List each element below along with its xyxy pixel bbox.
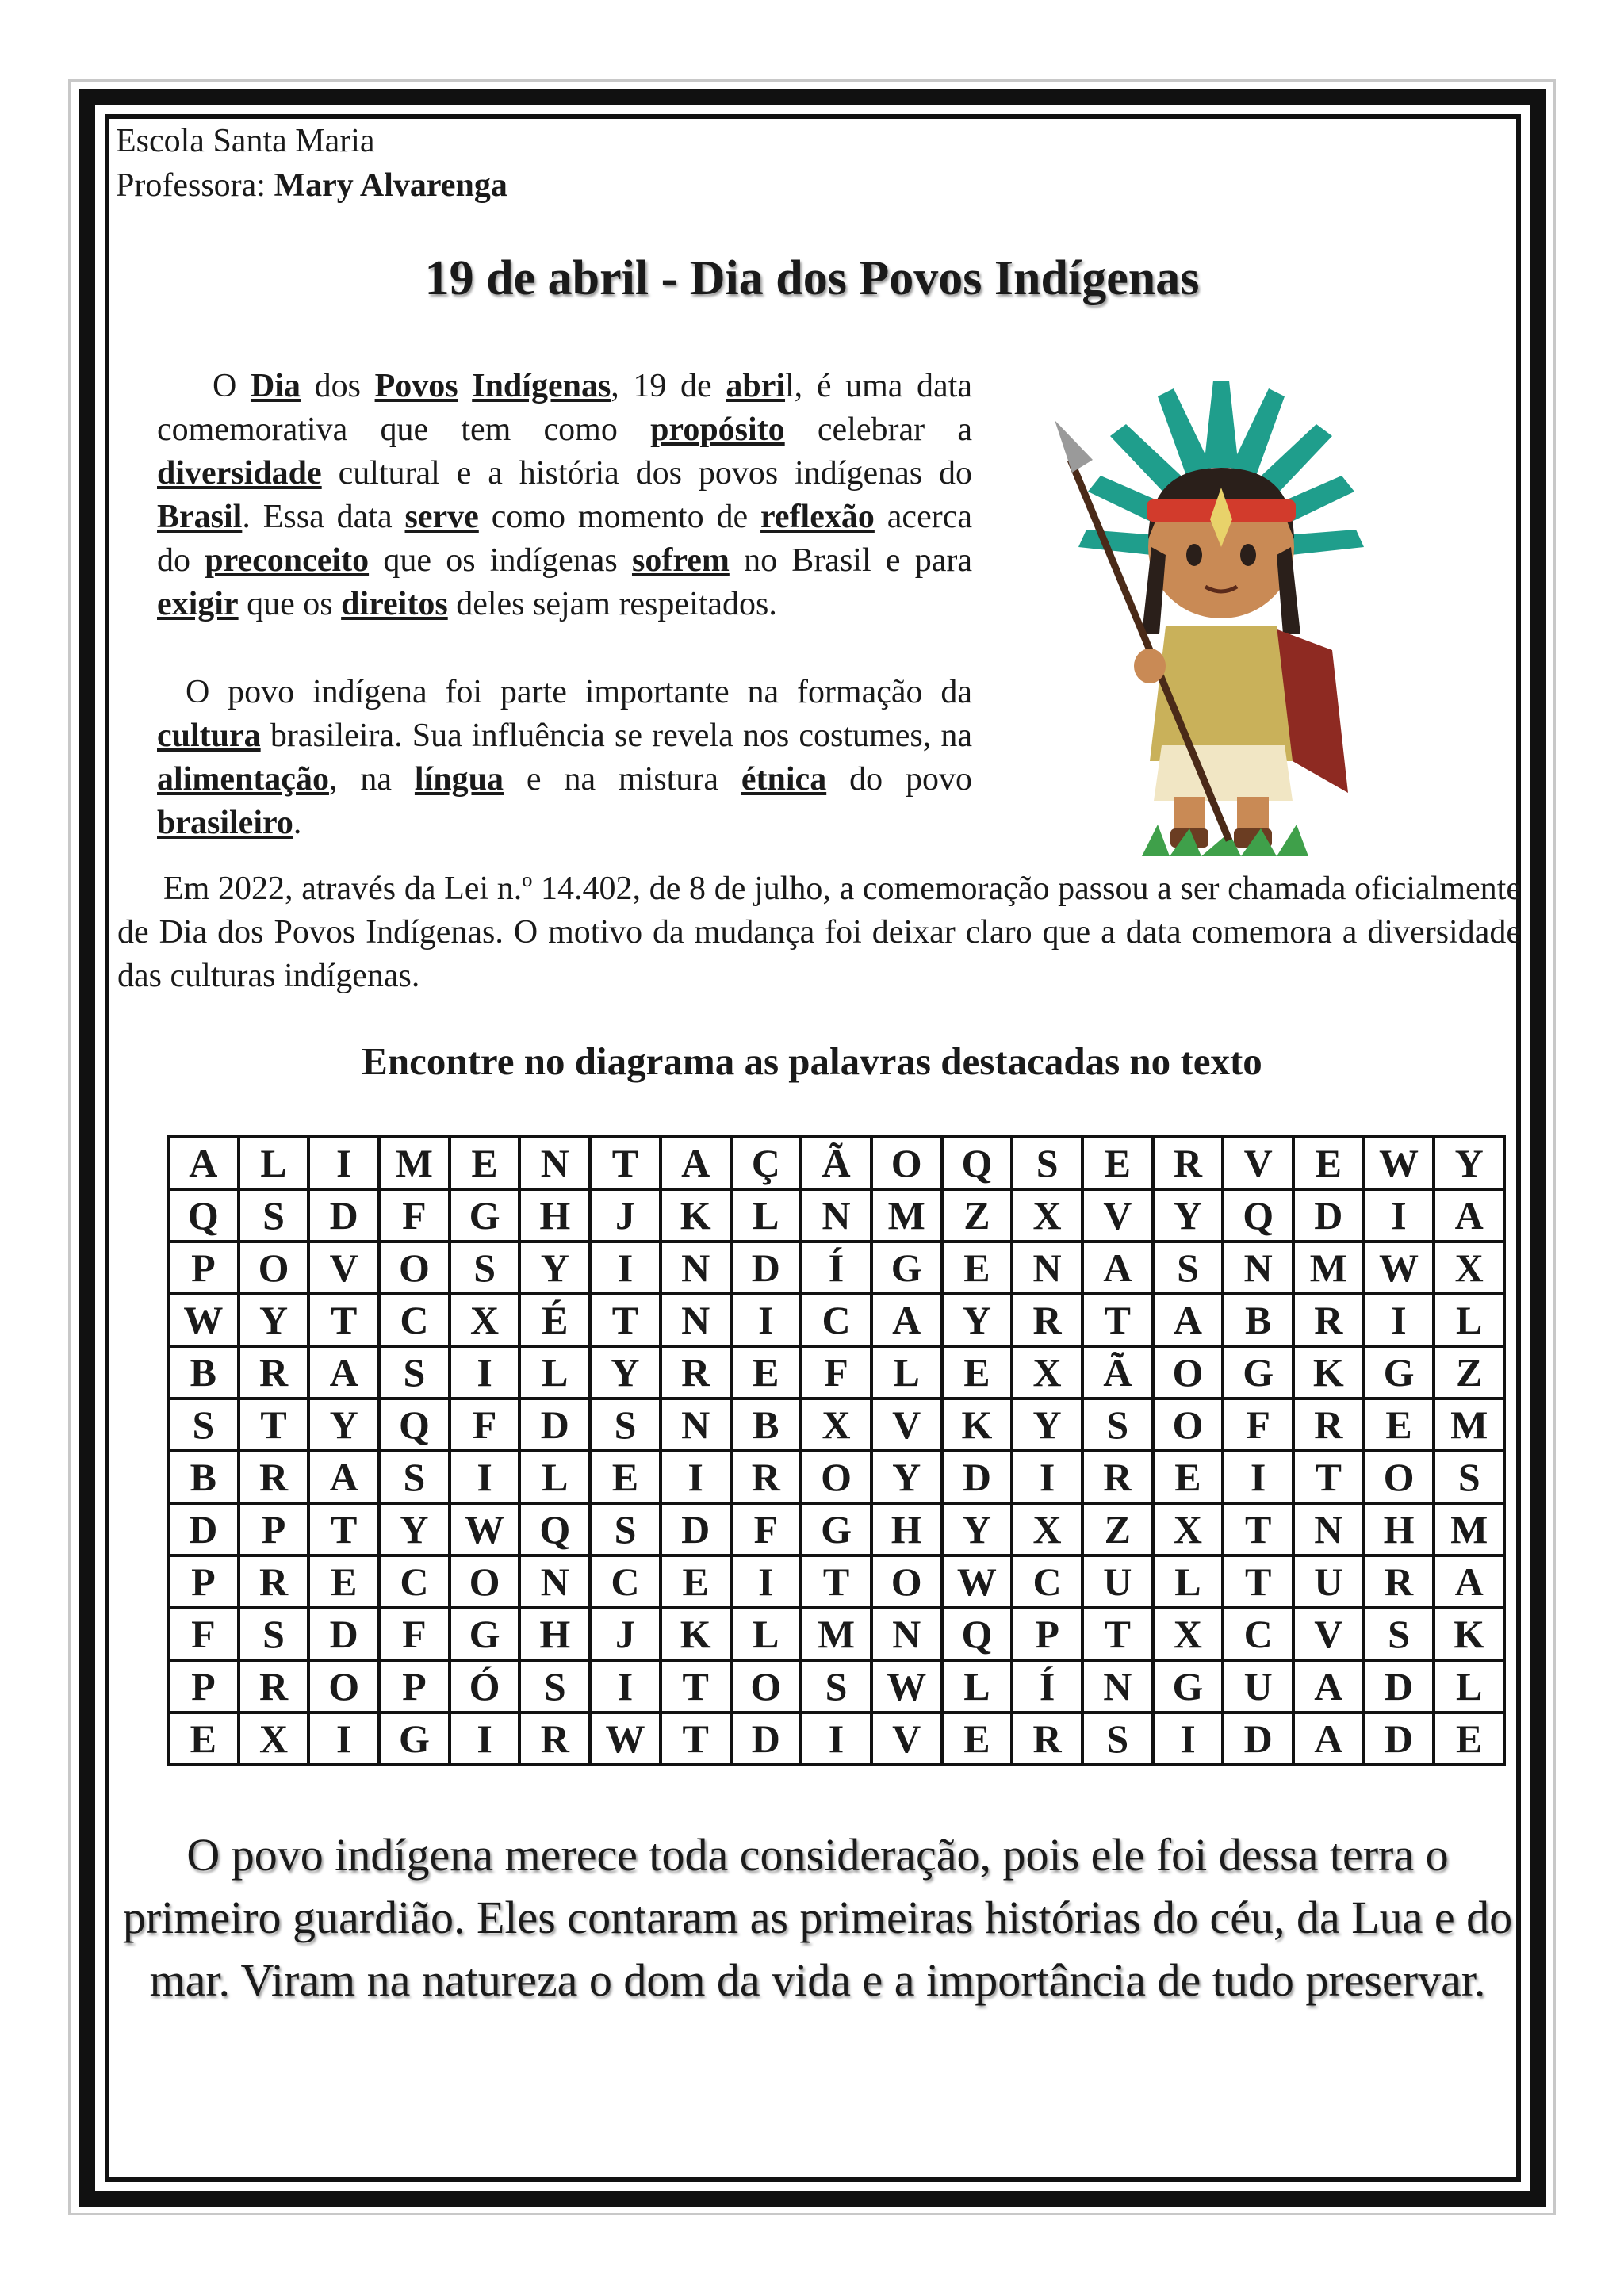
grid-row <box>168 1399 1504 1451</box>
grid-letter[interactable]: J <box>590 1189 661 1242</box>
grid-letter[interactable]: Ó <box>450 1660 520 1712</box>
grid-letter[interactable]: A <box>1293 1660 1364 1712</box>
grid-letter[interactable]: D <box>1293 1189 1364 1242</box>
grid-letter[interactable]: U <box>1082 1556 1153 1608</box>
grid-letter[interactable]: P <box>168 1660 239 1712</box>
grid-letter[interactable]: R <box>239 1660 309 1712</box>
grid-letter[interactable]: M <box>379 1137 450 1189</box>
grid-letter[interactable]: E <box>942 1712 1013 1765</box>
grid-letter[interactable]: Y <box>519 1242 590 1294</box>
grid-letter[interactable]: R <box>1012 1712 1082 1765</box>
text-segment: dos <box>300 368 375 404</box>
grid-letter[interactable]: S <box>168 1399 239 1451</box>
grid-letter[interactable]: L <box>519 1451 590 1503</box>
grid-letter[interactable]: Y <box>1012 1399 1082 1451</box>
text-segment: que os indígenas <box>369 542 632 579</box>
grid-letter[interactable]: E <box>450 1137 520 1189</box>
grid-letter[interactable]: V <box>871 1712 942 1765</box>
grid-letter[interactable]: R <box>519 1712 590 1765</box>
grid-letter[interactable]: T <box>239 1399 309 1451</box>
grid-letter[interactable]: Z <box>1434 1346 1504 1399</box>
grid-row <box>168 1660 1504 1712</box>
grid-letter[interactable]: Ã <box>801 1137 871 1189</box>
highlighted-word: diversidade <box>157 455 322 492</box>
grid-letter[interactable]: I <box>731 1556 802 1608</box>
grid-letter[interactable]: I <box>308 1712 379 1765</box>
grid-letter[interactable]: S <box>1012 1137 1082 1189</box>
word-search-grid <box>167 1135 1506 1766</box>
grid-letter[interactable]: H <box>1364 1503 1434 1556</box>
text-segment: brasileira. Sua influência se revela nos costumes, na <box>260 718 972 754</box>
grid-letter[interactable]: Y <box>379 1503 450 1556</box>
grid-letter[interactable]: E <box>942 1242 1013 1294</box>
grid-row <box>168 1294 1504 1346</box>
grid-letter[interactable]: O <box>871 1556 942 1608</box>
grid-letter[interactable]: G <box>801 1503 871 1556</box>
grid-letter[interactable]: Z <box>942 1189 1013 1242</box>
grid-letter[interactable]: S <box>1082 1712 1153 1765</box>
grid-letter[interactable]: E <box>1082 1137 1153 1189</box>
grid-letter[interactable]: X <box>239 1712 309 1765</box>
school-name: Escola Santa Maria <box>116 123 375 159</box>
grid-letter[interactable]: D <box>942 1451 1013 1503</box>
highlighted-word: Indígenas <box>472 368 611 404</box>
grid-letter[interactable]: U <box>1293 1556 1364 1608</box>
grid-letter[interactable]: F <box>379 1608 450 1660</box>
grid-letter[interactable]: S <box>801 1660 871 1712</box>
text-segment: , na <box>328 761 415 798</box>
grid-letter[interactable]: K <box>942 1399 1013 1451</box>
grid-letter[interactable]: V <box>1082 1189 1153 1242</box>
text-segment: acerca do <box>157 499 972 579</box>
grid-letter[interactable]: T <box>661 1712 731 1765</box>
grid-letter[interactable]: E <box>308 1556 379 1608</box>
text-segment: do povo <box>826 761 973 798</box>
grid-letter[interactable]: V <box>1223 1137 1293 1189</box>
text-segment <box>458 368 473 404</box>
grid-letter[interactable]: F <box>801 1346 871 1399</box>
grid-letter[interactable]: N <box>661 1294 731 1346</box>
grid-letter[interactable]: A <box>1434 1189 1504 1242</box>
text-segment: . Essa data <box>242 499 405 535</box>
highlighted-word: reflexão <box>760 499 875 535</box>
grid-letter[interactable]: R <box>1293 1399 1364 1451</box>
grid-letter[interactable]: N <box>519 1137 590 1189</box>
grid-letter[interactable]: O <box>1364 1451 1434 1503</box>
grid-letter[interactable]: R <box>731 1451 802 1503</box>
grid-letter[interactable]: L <box>519 1346 590 1399</box>
text-segment: l, é uma data comemorativa que tem como <box>157 368 972 448</box>
grid-letter[interactable]: D <box>308 1189 379 1242</box>
grid-letter[interactable]: H <box>871 1503 942 1556</box>
grid-letter[interactable]: A <box>661 1137 731 1189</box>
grid-letter[interactable]: Y <box>239 1294 309 1346</box>
grid-letter[interactable]: F <box>379 1189 450 1242</box>
grid-letter[interactable]: O <box>379 1242 450 1294</box>
grid-letter[interactable]: L <box>1434 1294 1504 1346</box>
grid-letter[interactable]: Q <box>519 1503 590 1556</box>
grid-letter[interactable]: B <box>168 1346 239 1399</box>
grid-letter[interactable]: K <box>661 1608 731 1660</box>
highlighted-word: brasileiro <box>157 805 293 841</box>
grid-row <box>168 1503 1504 1556</box>
grid-letter[interactable]: S <box>590 1399 661 1451</box>
grid-letter[interactable]: I <box>1364 1294 1434 1346</box>
grid-letter[interactable]: A <box>1434 1556 1504 1608</box>
grid-letter[interactable]: N <box>801 1189 871 1242</box>
grid-letter[interactable]: R <box>239 1451 309 1503</box>
grid-letter[interactable]: T <box>1082 1608 1153 1660</box>
grid-letter[interactable]: W <box>1364 1137 1434 1189</box>
grid-letter[interactable]: O <box>731 1660 802 1712</box>
grid-letter[interactable]: X <box>1434 1242 1504 1294</box>
grid-letter[interactable]: N <box>519 1556 590 1608</box>
grid-letter[interactable]: S <box>1364 1608 1434 1660</box>
grid-letter[interactable]: X <box>1012 1346 1082 1399</box>
highlighted-word: sofrem <box>631 542 730 579</box>
text-segment: cultural e a história dos povos indígenas do <box>321 455 972 492</box>
grid-letter[interactable]: E <box>661 1556 731 1608</box>
grid-letter[interactable]: T <box>801 1556 871 1608</box>
grid-letter[interactable]: E <box>168 1712 239 1765</box>
grid-letter[interactable]: P <box>1012 1608 1082 1660</box>
grid-letter[interactable]: Y <box>1434 1137 1504 1189</box>
grid-letter[interactable]: N <box>1293 1503 1364 1556</box>
grid-row <box>168 1242 1504 1294</box>
indigenous-child-illustration <box>1031 349 1411 872</box>
grid-letter[interactable]: R <box>1012 1294 1082 1346</box>
grid-letter[interactable]: O <box>1153 1399 1224 1451</box>
highlighted-word: cultura <box>157 718 261 754</box>
grid-letter[interactable]: S <box>1153 1242 1224 1294</box>
grid-letter[interactable]: E <box>1293 1137 1364 1189</box>
grid-letter[interactable]: I <box>731 1294 802 1346</box>
grid-letter[interactable]: D <box>731 1242 802 1294</box>
grid-letter[interactable]: Q <box>379 1399 450 1451</box>
teacher-name: Mary Alvarenga <box>274 167 508 204</box>
grid-letter[interactable]: T <box>308 1294 379 1346</box>
text-segment: . <box>293 805 302 841</box>
grid-letter[interactable]: Q <box>1223 1189 1293 1242</box>
grid-letter[interactable]: O <box>308 1660 379 1712</box>
grid-letter[interactable]: B <box>1223 1294 1293 1346</box>
grid-letter[interactable]: C <box>590 1556 661 1608</box>
grid-letter[interactable]: S <box>239 1189 309 1242</box>
grid-letter[interactable]: O <box>239 1242 309 1294</box>
text-segment: celebrar a <box>784 411 972 448</box>
grid-letter[interactable]: X <box>1153 1608 1224 1660</box>
grid-letter[interactable]: T <box>590 1294 661 1346</box>
grid-letter[interactable]: B <box>168 1451 239 1503</box>
grid-letter[interactable]: P <box>379 1660 450 1712</box>
grid-letter[interactable]: T <box>1223 1503 1293 1556</box>
grid-letter[interactable]: L <box>1153 1556 1224 1608</box>
grid-letter[interactable]: H <box>519 1189 590 1242</box>
grid-letter[interactable]: M <box>1434 1399 1504 1451</box>
highlighted-word: propósito <box>650 411 785 448</box>
grid-letter[interactable]: T <box>1223 1556 1293 1608</box>
grid-letter[interactable]: R <box>1364 1556 1434 1608</box>
grid-letter[interactable]: Z <box>1082 1503 1153 1556</box>
grid-letter[interactable]: P <box>168 1242 239 1294</box>
grid-letter[interactable]: N <box>1082 1660 1153 1712</box>
grid-letter[interactable]: R <box>661 1346 731 1399</box>
grid-letter[interactable]: N <box>661 1399 731 1451</box>
grid-letter[interactable]: A <box>308 1451 379 1503</box>
grid-letter[interactable]: A <box>1153 1294 1224 1346</box>
text-segment: O povo indígena foi parte importante na formação da <box>186 674 972 710</box>
page-title: 19 de abril - Dia dos Povos Indígenas <box>424 251 1200 305</box>
grid-letter[interactable]: Y <box>308 1399 379 1451</box>
highlighted-word: étnica <box>741 761 827 798</box>
grid-letter[interactable]: A <box>1082 1242 1153 1294</box>
grid-letter[interactable]: W <box>450 1503 520 1556</box>
grid-letter[interactable]: I <box>450 1346 520 1399</box>
text-segment: que os <box>238 586 342 622</box>
grid-row <box>168 1451 1504 1503</box>
grid-letter[interactable]: W <box>1364 1242 1434 1294</box>
grid-letter[interactable]: W <box>942 1556 1013 1608</box>
grid-letter[interactable]: R <box>1293 1294 1364 1346</box>
header <box>116 119 508 208</box>
highlighted-word: preconceito <box>205 542 370 579</box>
grid-letter[interactable]: L <box>871 1346 942 1399</box>
grid-letter[interactable]: S <box>450 1242 520 1294</box>
grid-letter[interactable]: R <box>1153 1137 1224 1189</box>
grid-letter[interactable]: L <box>1434 1660 1504 1712</box>
grid-letter[interactable]: G <box>1223 1346 1293 1399</box>
grid-letter[interactable]: S <box>590 1503 661 1556</box>
grid-letter[interactable]: G <box>450 1608 520 1660</box>
grid-letter[interactable]: I <box>590 1660 661 1712</box>
grid-letter[interactable]: C <box>801 1294 871 1346</box>
grid-letter[interactable]: I <box>450 1451 520 1503</box>
grid-letter[interactable]: F <box>168 1608 239 1660</box>
grid-letter[interactable]: E <box>1364 1399 1434 1451</box>
grid-letter[interactable]: I <box>1364 1189 1434 1242</box>
highlighted-word: alimentação <box>157 761 329 798</box>
grid-letter[interactable]: I <box>590 1242 661 1294</box>
grid-letter[interactable]: S <box>1082 1399 1153 1451</box>
grid-letter[interactable]: I <box>308 1137 379 1189</box>
grid-letter[interactable]: C <box>1012 1556 1082 1608</box>
grid-letter[interactable]: S <box>1434 1451 1504 1503</box>
grid-letter[interactable]: O <box>801 1451 871 1503</box>
highlighted-word: Dia <box>250 368 301 404</box>
highlighted-word: língua <box>414 761 504 798</box>
grid-row <box>168 1137 1504 1189</box>
grid-letter[interactable]: O <box>450 1556 520 1608</box>
word-search-instruction: Encontre no diagrama as palavras destacadas no texto <box>362 1039 1262 1083</box>
grid-letter[interactable]: Ã <box>1082 1346 1153 1399</box>
grid-letter[interactable]: I <box>801 1712 871 1765</box>
grid-letter[interactable]: V <box>308 1242 379 1294</box>
grid-letter[interactable]: W <box>168 1294 239 1346</box>
grid-letter[interactable]: D <box>1364 1712 1434 1765</box>
grid-letter[interactable]: K <box>1293 1346 1364 1399</box>
grid-letter[interactable]: D <box>1364 1660 1434 1712</box>
text-segment: e na mistura <box>503 761 741 798</box>
grid-letter[interactable]: X <box>1012 1189 1082 1242</box>
highlighted-word: abri <box>726 368 786 404</box>
grid-letter[interactable]: F <box>450 1399 520 1451</box>
grid-letter[interactable]: B <box>731 1399 802 1451</box>
grid-letter[interactable]: N <box>1012 1242 1082 1294</box>
grid-letter[interactable]: W <box>590 1712 661 1765</box>
grid-letter[interactable]: I <box>661 1451 731 1503</box>
grid-letter[interactable]: G <box>871 1242 942 1294</box>
grid-letter[interactable]: F <box>731 1503 802 1556</box>
text-segment: como momento de <box>478 499 761 535</box>
grid-letter[interactable]: O <box>1153 1346 1224 1399</box>
highlighted-word: direitos <box>341 586 448 622</box>
grid-row <box>168 1712 1504 1765</box>
grid-letter[interactable]: I <box>1012 1451 1082 1503</box>
grid-letter[interactable]: M <box>871 1189 942 1242</box>
grid-letter[interactable]: L <box>239 1137 309 1189</box>
grid-letter[interactable]: A <box>871 1294 942 1346</box>
grid-letter[interactable]: E <box>731 1346 802 1399</box>
grid-letter[interactable]: D <box>168 1503 239 1556</box>
grid-letter[interactable]: I <box>450 1712 520 1765</box>
grid-letter[interactable]: I <box>1223 1451 1293 1503</box>
grid-letter[interactable]: D <box>731 1712 802 1765</box>
grid-letter[interactable]: H <box>519 1608 590 1660</box>
grid-letter[interactable]: A <box>168 1137 239 1189</box>
grid-letter[interactable]: A <box>1293 1712 1364 1765</box>
grid-letter[interactable]: R <box>1082 1451 1153 1503</box>
grid-letter[interactable]: I <box>1153 1712 1224 1765</box>
grid-letter[interactable]: Y <box>942 1503 1013 1556</box>
grid-letter[interactable]: M <box>801 1608 871 1660</box>
grid-letter[interactable]: V <box>1293 1608 1364 1660</box>
closing-text: O povo indígena merece toda consideração, pois ele foi dessa terra o primeiro guardião. Eles contaram as primeiras histórias do céu, da Lua e do mar. Viram na natureza o dom da vida e a importância de tudo preservar. <box>122 1829 1513 2006</box>
grid-letter[interactable]: E <box>942 1346 1013 1399</box>
grid-letter[interactable]: M <box>1434 1503 1504 1556</box>
grid-row <box>168 1346 1504 1399</box>
grid-letter[interactable]: G <box>379 1712 450 1765</box>
grid-letter[interactable]: T <box>308 1503 379 1556</box>
text-segment: no Brasil e para <box>729 542 973 579</box>
grid-letter[interactable]: D <box>661 1503 731 1556</box>
grid-letter[interactable]: G <box>1364 1346 1434 1399</box>
grid-letter[interactable]: Y <box>590 1346 661 1399</box>
grid-letter[interactable]: F <box>1223 1399 1293 1451</box>
grid-letter[interactable]: P <box>168 1556 239 1608</box>
grid-letter[interactable]: L <box>942 1660 1013 1712</box>
paragraph-3: Em 2022, através da Lei n.º 14.402, de 8 de julho, a comemoração passou a ser chamada oficialmente de Dia dos Povos Indígenas. O motivo da mudança foi deixar claro que a data comemora a diversidade das culturas indígenas. <box>117 871 1521 994</box>
grid-letter[interactable]: D <box>308 1608 379 1660</box>
grid-letter[interactable]: N <box>661 1242 731 1294</box>
highlighted-word: serve <box>404 499 479 535</box>
grid-letter[interactable]: Q <box>168 1189 239 1242</box>
teacher-line <box>116 163 508 208</box>
grid-letter[interactable]: S <box>519 1660 590 1712</box>
grid-letter[interactable]: C <box>379 1294 450 1346</box>
text-segment: , 19 de <box>611 368 726 404</box>
grid-letter[interactable]: U <box>1223 1660 1293 1712</box>
grid-letter[interactable]: A <box>308 1346 379 1399</box>
grid-row <box>168 1189 1504 1242</box>
paragraph-1 <box>157 365 972 626</box>
text-segment: deles sejam respeitados. <box>447 586 777 622</box>
paragraph-2 <box>157 671 972 845</box>
grid-letter[interactable]: D <box>1223 1712 1293 1765</box>
grid-letter[interactable]: S <box>379 1346 450 1399</box>
grid-letter[interactable]: G <box>450 1189 520 1242</box>
grid-letter[interactable]: T <box>1293 1451 1364 1503</box>
grid-letter[interactable]: R <box>239 1346 309 1399</box>
grid-letter[interactable]: Y <box>942 1294 1013 1346</box>
grid-letter[interactable]: S <box>379 1451 450 1503</box>
grid-row <box>168 1608 1504 1660</box>
grid-letter[interactable]: S <box>239 1608 309 1660</box>
grid-letter[interactable]: E <box>1153 1451 1224 1503</box>
grid-letter[interactable]: X <box>450 1294 520 1346</box>
grid-letter[interactable]: E <box>590 1451 661 1503</box>
grid-letter[interactable]: T <box>590 1137 661 1189</box>
highlighted-word: Brasil <box>157 499 243 535</box>
grid-letter[interactable]: T <box>1082 1294 1153 1346</box>
grid-letter[interactable]: K <box>661 1189 731 1242</box>
grid-letter[interactable]: X <box>1012 1503 1082 1556</box>
grid-letter[interactable]: Y <box>871 1451 942 1503</box>
grid-letter[interactable]: Q <box>942 1137 1013 1189</box>
grid-letter[interactable]: K <box>1434 1608 1504 1660</box>
grid-letter[interactable]: C <box>1223 1608 1293 1660</box>
highlighted-word: exigir <box>157 586 239 622</box>
grid-letter[interactable]: Ç <box>731 1137 802 1189</box>
grid-letter[interactable]: Í <box>1012 1660 1082 1712</box>
grid-letter[interactable]: L <box>731 1189 802 1242</box>
grid-letter[interactable]: E <box>1434 1712 1504 1765</box>
grid-letter[interactable]: T <box>661 1660 731 1712</box>
grid-letter[interactable]: D <box>519 1399 590 1451</box>
grid-row <box>168 1556 1504 1608</box>
grid-letter[interactable]: X <box>1153 1503 1224 1556</box>
grid-letter[interactable]: Y <box>1153 1189 1224 1242</box>
grid-letter[interactable]: X <box>801 1399 871 1451</box>
grid-letter[interactable]: C <box>379 1556 450 1608</box>
grid-letter[interactable]: Q <box>942 1608 1013 1660</box>
grid-letter[interactable]: L <box>731 1608 802 1660</box>
text-segment: O <box>213 368 251 404</box>
grid-letter[interactable]: N <box>1223 1242 1293 1294</box>
grid-letter[interactable]: Í <box>801 1242 871 1294</box>
grid-letter[interactable]: N <box>871 1608 942 1660</box>
highlighted-word: Povos <box>374 368 458 404</box>
grid-letter[interactable]: R <box>239 1556 309 1608</box>
grid-letter[interactable]: J <box>590 1608 661 1660</box>
grid-letter[interactable]: G <box>1153 1660 1224 1712</box>
grid-letter[interactable]: W <box>871 1660 942 1712</box>
grid-letter[interactable]: V <box>871 1399 942 1451</box>
teacher-label: Professora: <box>116 167 274 204</box>
grid-letter[interactable]: O <box>871 1137 942 1189</box>
grid-letter[interactable]: P <box>239 1503 309 1556</box>
grid-letter[interactable]: M <box>1293 1242 1364 1294</box>
grid-letter[interactable]: É <box>519 1294 590 1346</box>
